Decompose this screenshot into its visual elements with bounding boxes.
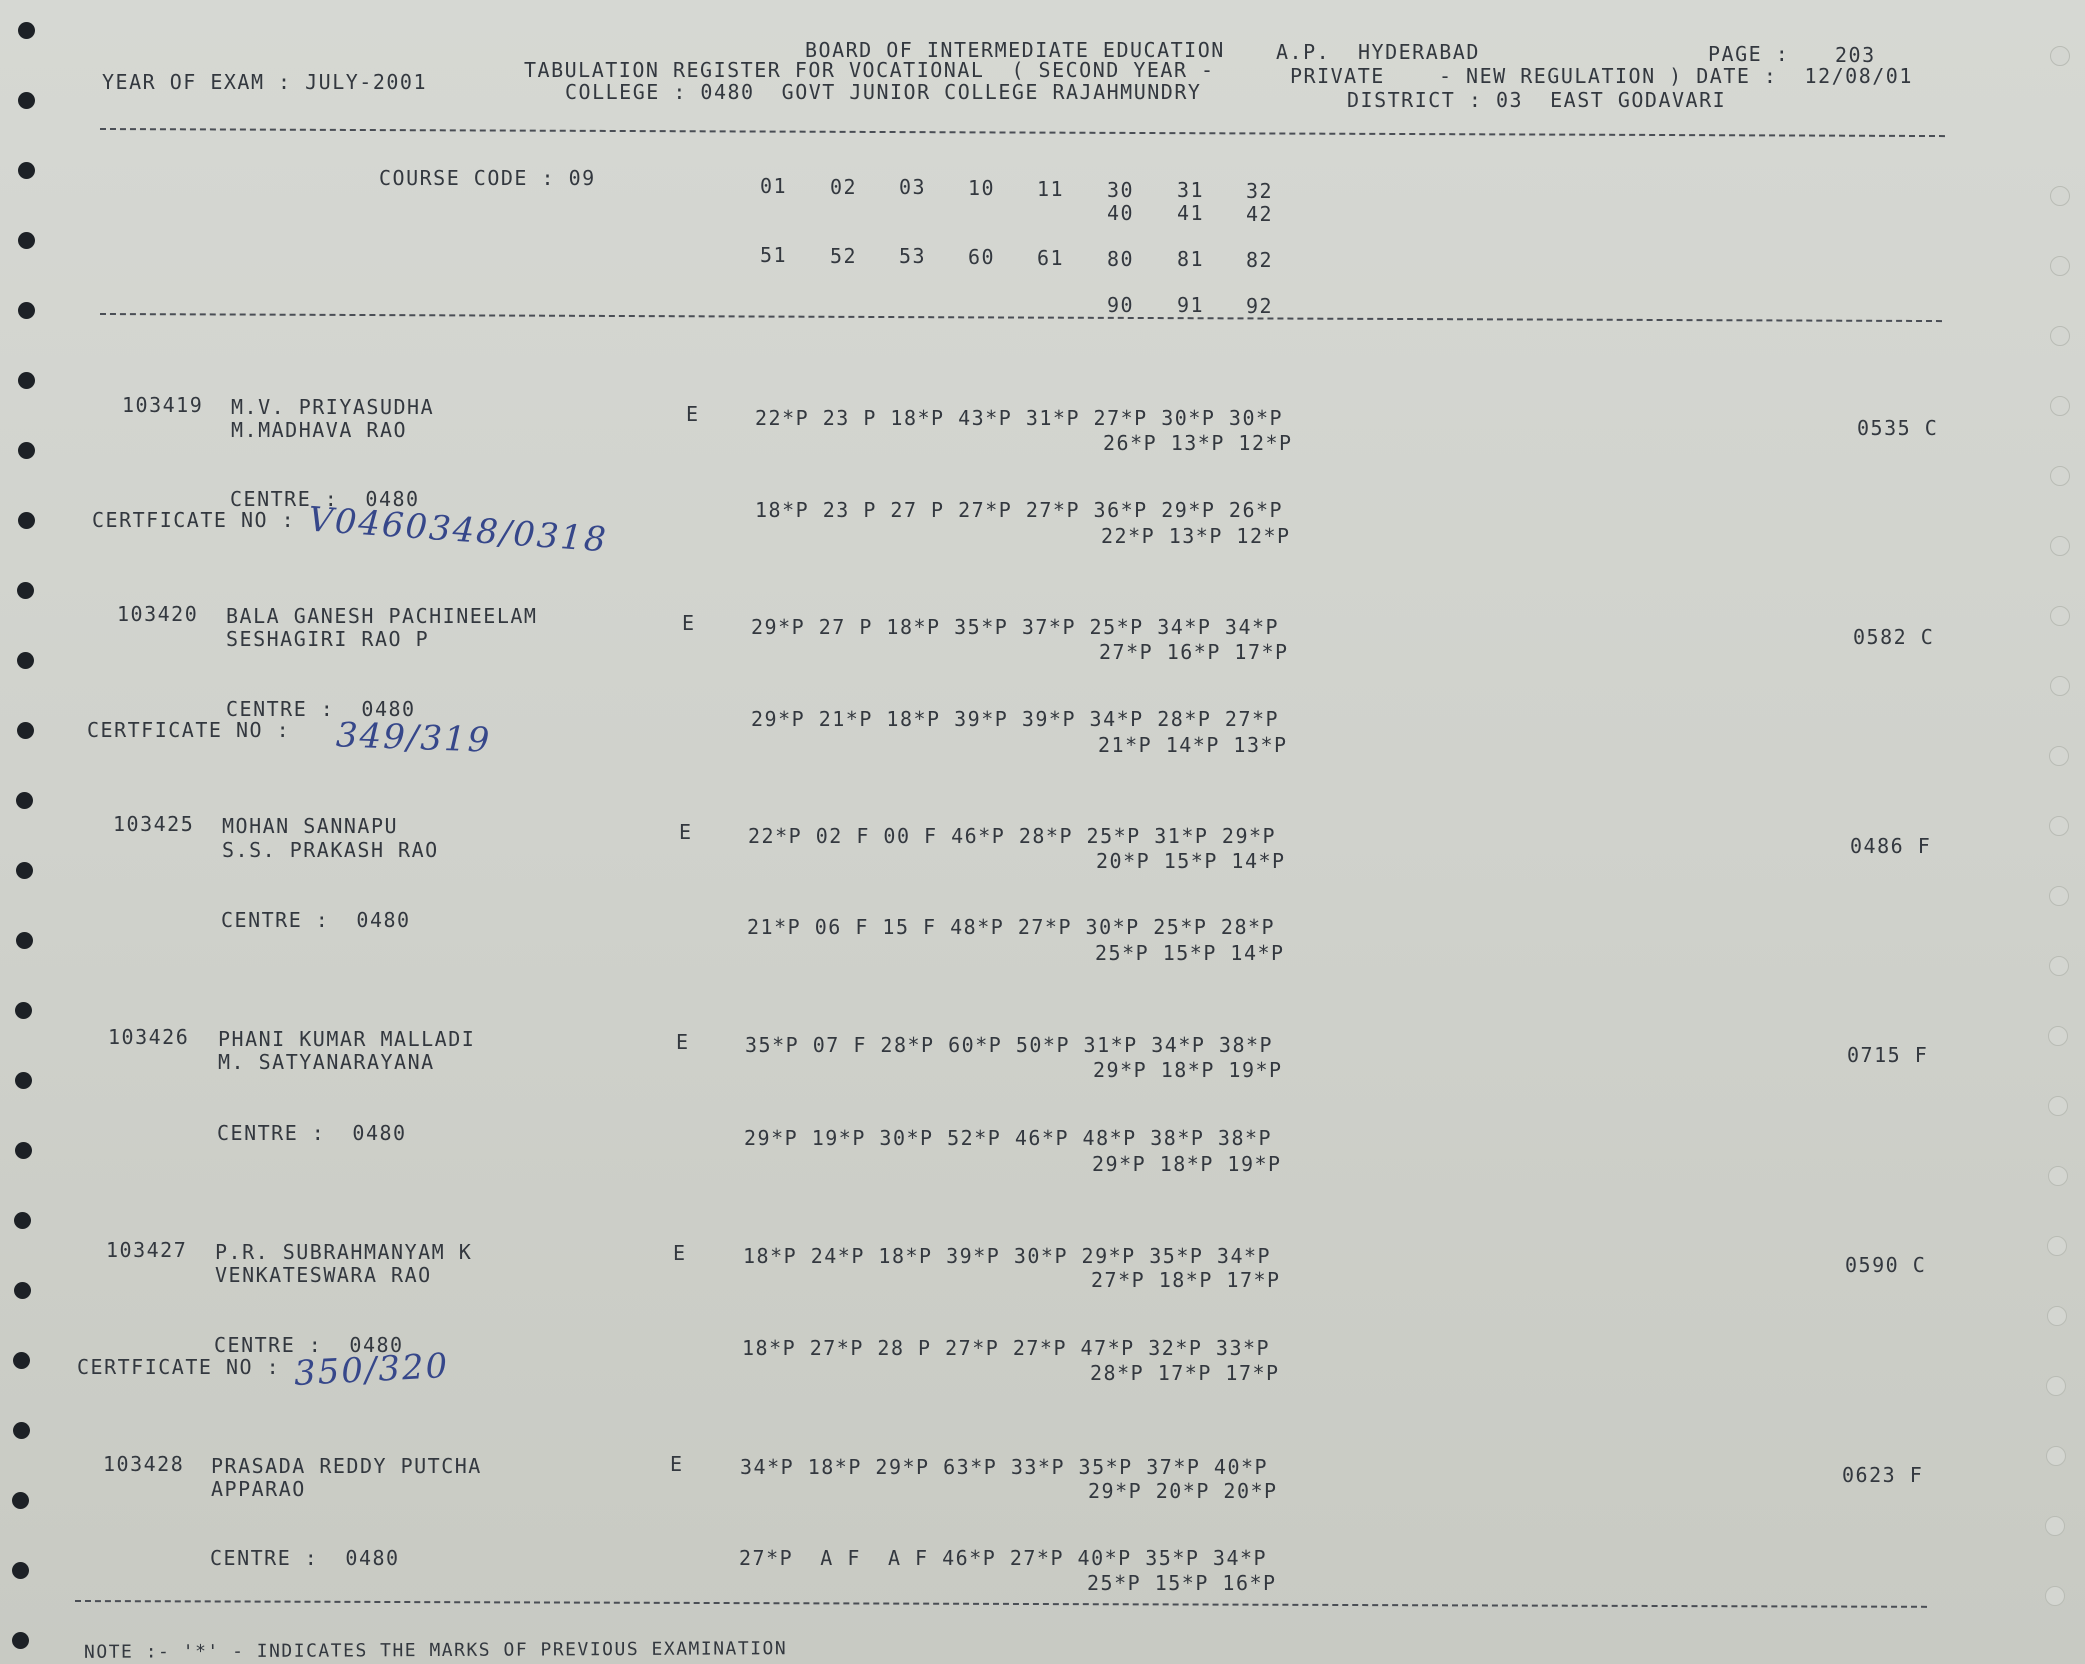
subject-code: 82 xyxy=(1246,248,1274,272)
marks-previous-2: 28*P 17*P 17*P xyxy=(1090,1361,1280,1385)
roll-number: 103427 xyxy=(106,1238,188,1262)
medium: E xyxy=(682,611,696,635)
board-city: HYDERABAD xyxy=(1358,40,1480,64)
subject-code: 32 xyxy=(1246,179,1274,203)
subject-code: 91 xyxy=(1177,293,1205,317)
centre: CENTRE : 0480 xyxy=(221,908,411,932)
centre: CENTRE : 0480 xyxy=(214,1333,404,1357)
marks-previous: 27*P A F A F 46*P 27*P 40*P 35*P 34*P xyxy=(739,1546,1268,1570)
marks-previous: 21*P 06 F 15 F 48*P 27*P 30*P 25*P 28*P xyxy=(747,915,1276,939)
student-name: MOHAN SANNAPU xyxy=(222,814,399,838)
father-name: VENKATESWARA RAO xyxy=(215,1263,432,1287)
student-name: P.R. SUBRAHMANYAM K xyxy=(215,1240,473,1264)
district-line: DISTRICT : 03 EAST GODAVARI xyxy=(1347,88,1727,112)
course-code: COURSE CODE : 09 xyxy=(379,166,596,190)
marks-previous-2: 21*P 14*P 13*P xyxy=(1098,733,1288,757)
father-name: S.S. PRAKASH RAO xyxy=(222,838,439,862)
total-result: 0486 F xyxy=(1850,834,1932,858)
marks-previous: 18*P 23 P 27 P 27*P 27*P 36*P 29*P 26*P xyxy=(755,498,1284,522)
roll-number: 103426 xyxy=(108,1025,190,1049)
subject-code: 42 xyxy=(1246,202,1274,226)
header-separator xyxy=(100,128,1945,137)
marks-current-2: 20*P 15*P 14*P xyxy=(1096,849,1286,873)
marks-current: 34*P 18*P 29*P 63*P 33*P 35*P 37*P 40*P xyxy=(740,1455,1269,1479)
student-name: PRASADA REDDY PUTCHA xyxy=(211,1454,482,1478)
total-result: 0590 C xyxy=(1845,1253,1927,1277)
roll-number: 103428 xyxy=(103,1452,185,1476)
student-name: PHANI KUMAR MALLADI xyxy=(218,1027,476,1051)
father-name: M.MADHAVA RAO xyxy=(231,418,408,442)
subject-code: 81 xyxy=(1177,247,1205,271)
marks-current: 29*P 27 P 18*P 35*P 37*P 25*P 34*P 34*P xyxy=(751,615,1280,639)
college-line: COLLEGE : 0480 GOVT JUNIOR COLLEGE RAJAHMUNDRY xyxy=(565,80,1202,104)
certificate-label: CERTFICATE NO : xyxy=(77,1355,281,1379)
medium: E xyxy=(670,1452,684,1476)
marks-previous-2: 29*P 18*P 19*P xyxy=(1092,1152,1282,1176)
page-label: PAGE : xyxy=(1708,42,1790,66)
marks-current: 22*P 23 P 18*P 43*P 31*P 27*P 30*P 30*P xyxy=(755,406,1284,430)
centre: CENTRE : 0480 xyxy=(226,697,416,721)
subject-code: 03 xyxy=(899,175,927,199)
marks-current-2: 26*P 13*P 12*P xyxy=(1103,431,1293,455)
subject-code: 92 xyxy=(1246,294,1274,318)
father-name: SESHAGIRI RAO P xyxy=(226,627,430,651)
certificate-number-handwritten: V0460348/0318 xyxy=(306,499,609,561)
father-name: M. SATYANARAYANA xyxy=(218,1050,435,1074)
board-title: BOARD OF INTERMEDIATE EDUCATION xyxy=(805,38,1225,62)
subject-code: 01 xyxy=(760,174,788,198)
subject-code: 30 xyxy=(1107,178,1135,202)
medium: E xyxy=(676,1030,690,1054)
marks-previous: 18*P 27*P 28 P 27*P 27*P 47*P 32*P 33*P xyxy=(742,1336,1271,1360)
medium: E xyxy=(679,820,693,844)
subject-code: 60 xyxy=(968,245,996,269)
subject-code: 40 xyxy=(1107,201,1135,225)
marks-current: 35*P 07 F 28*P 60*P 50*P 31*P 34*P 38*P xyxy=(745,1033,1274,1057)
page-number: 203 xyxy=(1835,43,1876,67)
subject-code: 31 xyxy=(1177,178,1205,202)
total-result: 0623 F xyxy=(1842,1463,1924,1487)
year-of-exam: YEAR OF EXAM : JULY-2001 xyxy=(102,70,427,94)
marks-previous-2: 25*P 15*P 14*P xyxy=(1095,941,1285,965)
marks-previous: 29*P 19*P 30*P 52*P 46*P 48*P 38*P 38*P xyxy=(744,1126,1273,1150)
centre: CENTRE : 0480 xyxy=(210,1546,400,1570)
subject-code: 10 xyxy=(968,176,996,200)
subject-code: 80 xyxy=(1107,247,1135,271)
certificate-number-handwritten: 350/320 xyxy=(293,1345,451,1395)
medium: E xyxy=(686,402,700,426)
register-title: TABULATION REGISTER FOR VOCATIONAL ( SECOND YEAR - xyxy=(524,58,1215,82)
student-name: M.V. PRIYASUDHA xyxy=(231,395,435,419)
marks-current-2: 27*P 18*P 17*P xyxy=(1091,1268,1281,1292)
certificate-label: CERTFICATE NO : xyxy=(92,508,296,532)
board-state: A.P. xyxy=(1276,40,1331,64)
footer-separator xyxy=(75,1600,1927,1608)
subject-code: 61 xyxy=(1037,246,1065,270)
total-result: 0535 C xyxy=(1857,416,1939,440)
marks-current: 22*P 02 F 00 F 46*P 28*P 25*P 31*P 29*P xyxy=(748,824,1277,848)
marks-current-2: 29*P 20*P 20*P xyxy=(1088,1479,1278,1503)
certificate-number-handwritten: 349/319 xyxy=(335,715,492,761)
regulation-and-date: PRIVATE - NEW REGULATION ) DATE : 12/08/01 xyxy=(1290,64,1913,88)
medium: E xyxy=(673,1241,687,1265)
roll-number: 103419 xyxy=(122,393,204,417)
father-name: APPARAO xyxy=(211,1477,306,1501)
roll-number: 103420 xyxy=(117,602,199,626)
footer-note: NOTE :- '*' - INDICATES THE MARKS OF PREVIOUS EXAMINATION xyxy=(83,1638,788,1663)
marks-previous-2: 22*P 13*P 12*P xyxy=(1101,524,1291,548)
marks-previous-2: 25*P 15*P 16*P xyxy=(1087,1571,1277,1595)
subject-code: 11 xyxy=(1037,177,1065,201)
subject-code: 51 xyxy=(760,243,788,267)
total-result: 0582 C xyxy=(1853,625,1935,649)
subject-code: 02 xyxy=(830,175,858,199)
marks-current-2: 29*P 18*P 19*P xyxy=(1093,1058,1283,1082)
subject-code: 90 xyxy=(1107,293,1135,317)
marks-previous: 29*P 21*P 18*P 39*P 39*P 34*P 28*P 27*P xyxy=(751,707,1280,731)
course-separator xyxy=(100,313,1942,322)
total-result: 0715 F xyxy=(1847,1043,1929,1067)
marks-current: 18*P 24*P 18*P 39*P 30*P 29*P 35*P 34*P xyxy=(743,1244,1272,1268)
marks-current-2: 27*P 16*P 17*P xyxy=(1099,640,1289,664)
subject-code: 53 xyxy=(899,244,927,268)
certificate-label: CERTFICATE NO : xyxy=(87,718,291,742)
centre: CENTRE : 0480 xyxy=(217,1121,407,1145)
roll-number: 103425 xyxy=(113,812,195,836)
centre: CENTRE : 0480 xyxy=(230,487,420,511)
subject-code: 41 xyxy=(1177,201,1205,225)
subject-code: 52 xyxy=(830,244,858,268)
student-name: BALA GANESH PACHINEELAM xyxy=(226,604,538,628)
